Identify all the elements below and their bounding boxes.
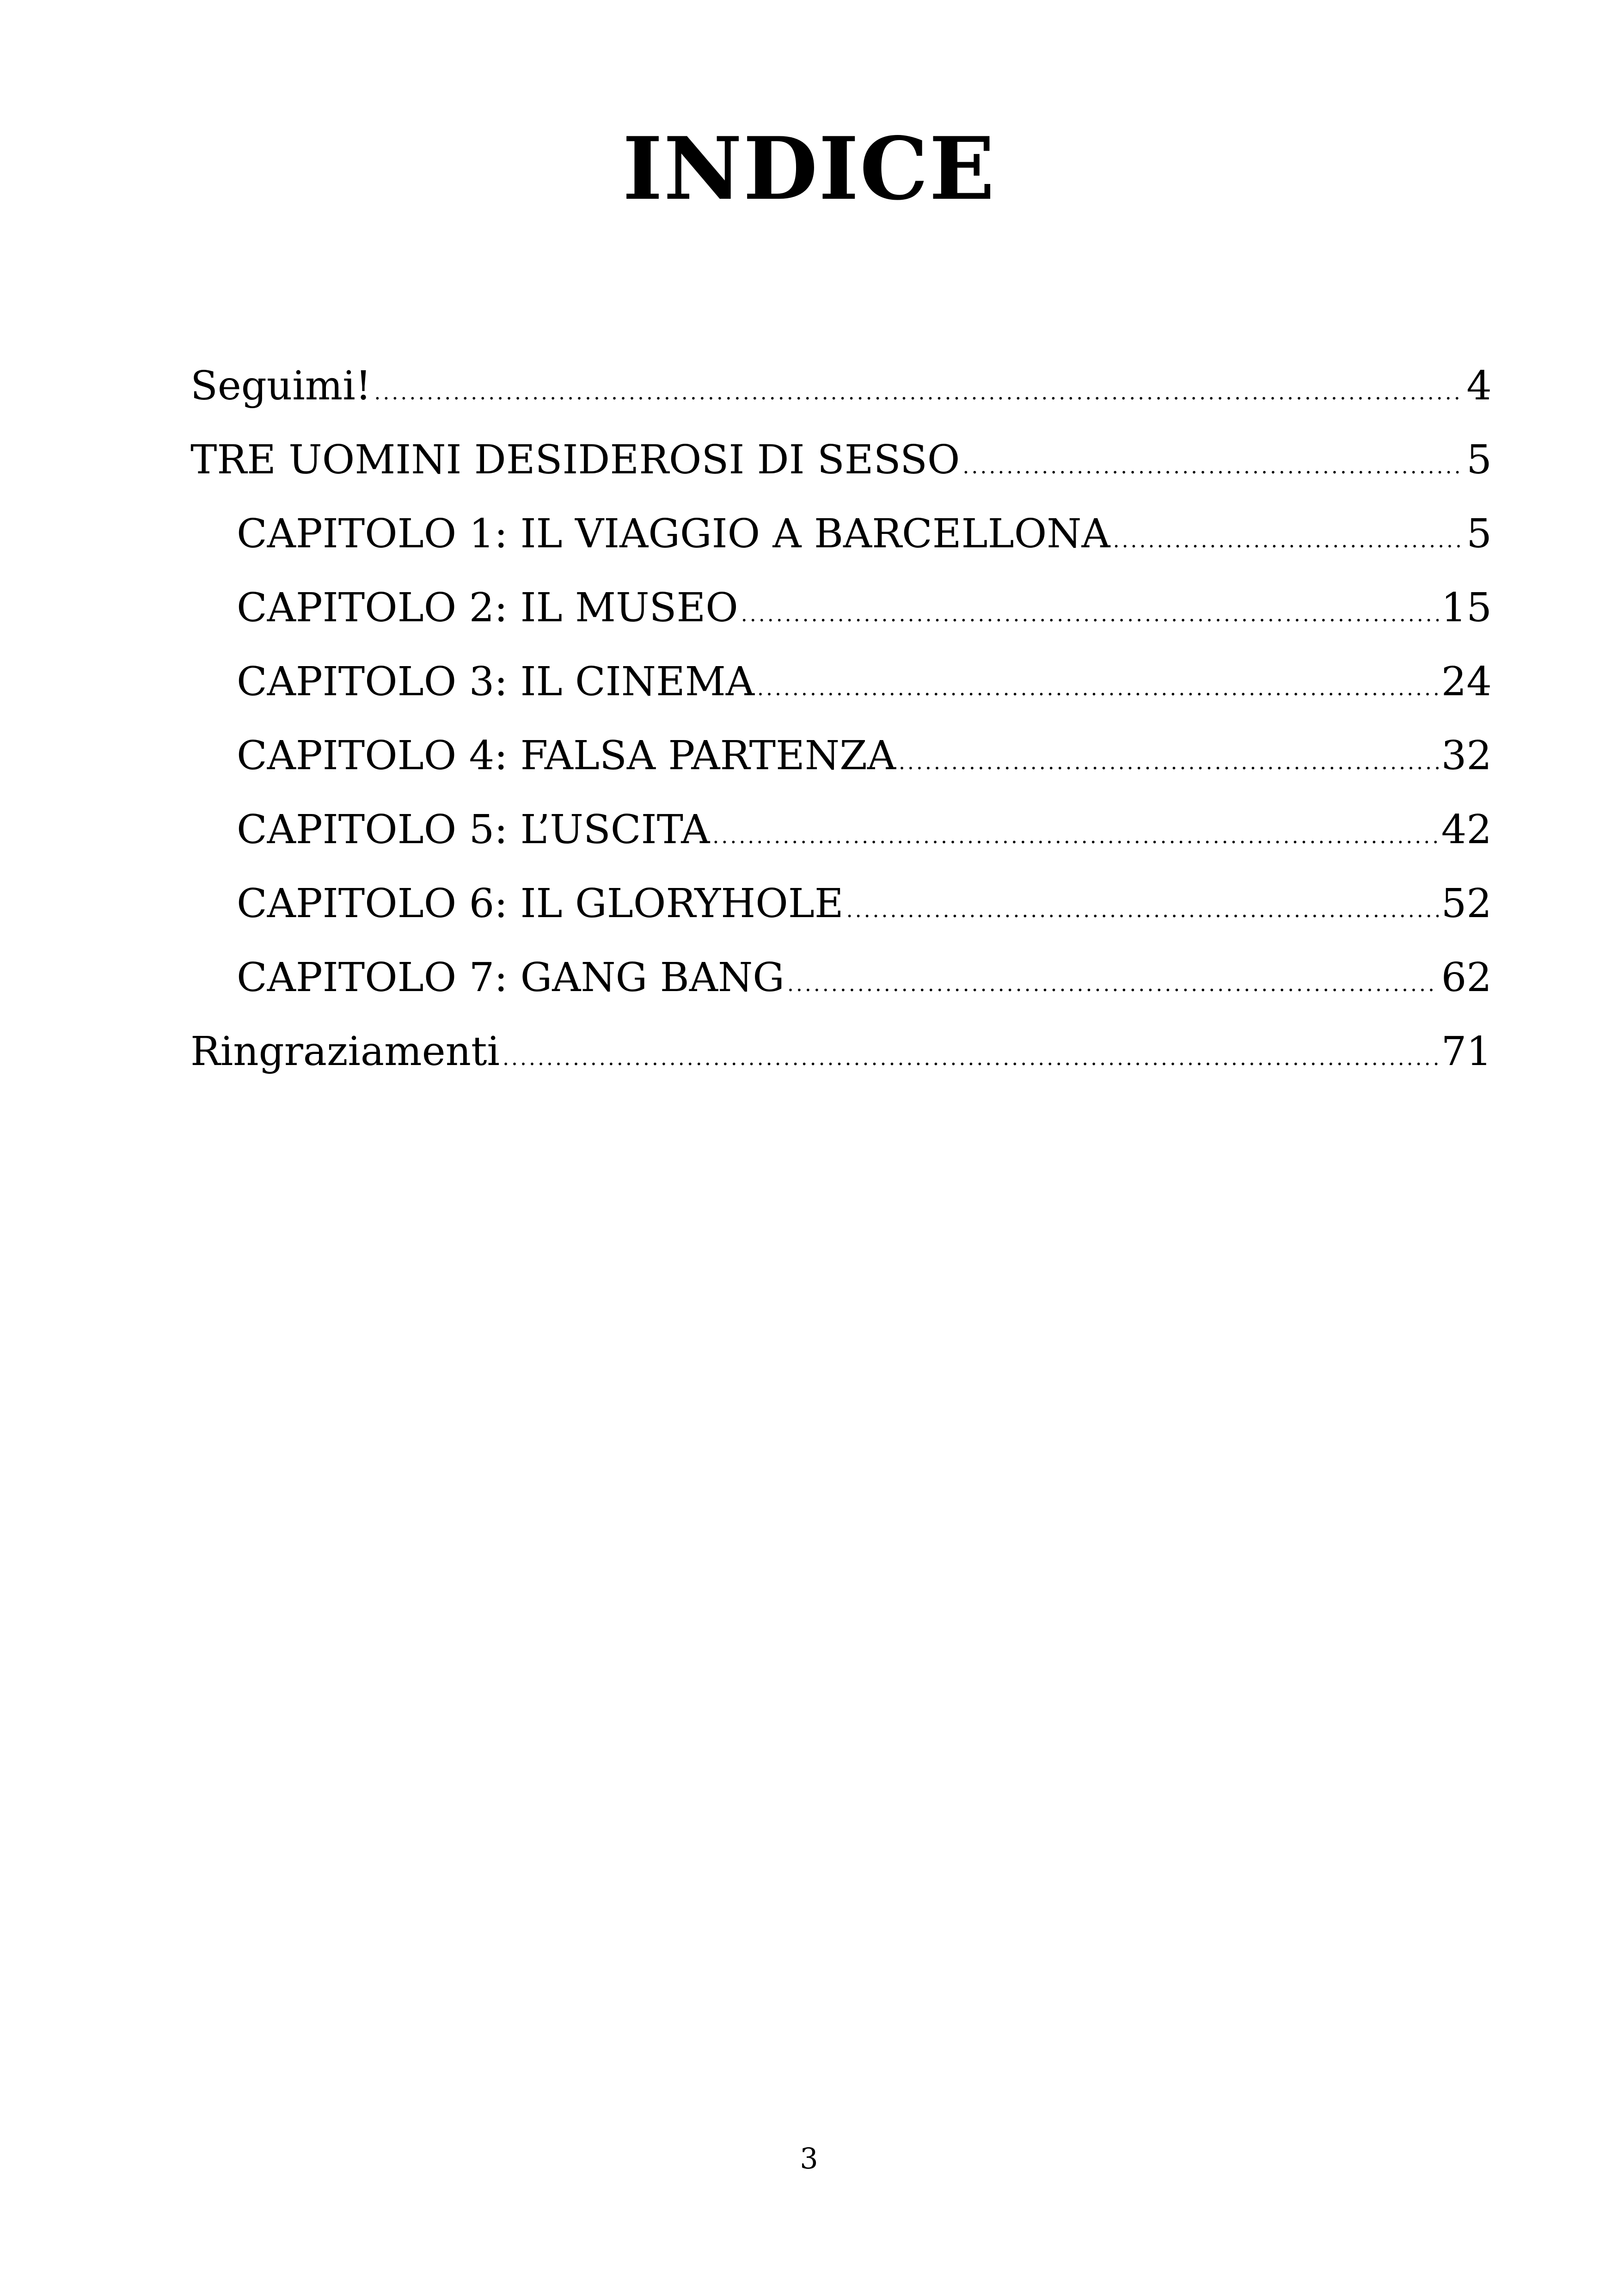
toc-entry-page: 4 bbox=[1466, 363, 1492, 409]
toc-entry-page: 62 bbox=[1441, 955, 1492, 1001]
toc-entry-seguimi[interactable] bbox=[190, 349, 1492, 423]
toc-entry-label: CAPITOLO 7: GANG BANG bbox=[237, 955, 784, 1001]
toc-dot-leader bbox=[899, 726, 1439, 800]
toc-dot-leader bbox=[962, 430, 1464, 504]
toc-entry-page: 71 bbox=[1441, 1029, 1492, 1075]
page-title: INDICE bbox=[622, 118, 996, 219]
toc-entry-label: TRE UOMINI DESIDEROSI DI SESSO bbox=[190, 437, 960, 483]
toc-entry-page: 42 bbox=[1441, 807, 1492, 853]
toc-entry-capitolo-2[interactable] bbox=[190, 571, 1492, 645]
toc-entry-label: CAPITOLO 2: IL MUSEO bbox=[237, 585, 738, 631]
toc-dot-leader bbox=[787, 948, 1439, 1022]
toc-dot-leader bbox=[741, 578, 1439, 652]
toc-entry-capitolo-3[interactable] bbox=[190, 645, 1492, 719]
toc-entry-capitolo-1[interactable] bbox=[190, 497, 1492, 571]
toc-entry-ringraziamenti[interactable] bbox=[190, 1015, 1492, 1089]
toc-entry-label: CAPITOLO 4: FALSA PARTENZA bbox=[237, 733, 896, 779]
toc-entry-page: 52 bbox=[1441, 881, 1492, 927]
toc-entry-page: 32 bbox=[1441, 733, 1492, 779]
toc-entry-capitolo-7[interactable] bbox=[190, 941, 1492, 1015]
toc-entry-page: 24 bbox=[1441, 659, 1492, 705]
toc-entry-capitolo-5[interactable] bbox=[190, 793, 1492, 867]
toc-dot-leader bbox=[1113, 504, 1464, 578]
toc-entry-label: CAPITOLO 5: L’USCITA bbox=[237, 807, 710, 853]
toc-entry-page: 5 bbox=[1466, 437, 1492, 483]
page-number: 3 bbox=[800, 2142, 818, 2175]
toc-entry-tre-uomini[interactable] bbox=[190, 423, 1492, 497]
toc-dot-leader bbox=[374, 356, 1464, 430]
toc-entry-page: 5 bbox=[1466, 511, 1492, 557]
toc-entry-capitolo-4[interactable] bbox=[190, 719, 1492, 793]
toc-entry-label: Ringraziamenti bbox=[190, 1029, 500, 1075]
table-of-contents bbox=[190, 349, 1492, 1089]
toc-entry-capitolo-6[interactable] bbox=[190, 867, 1492, 941]
toc-entry-label: CAPITOLO 6: IL GLORYHOLE bbox=[237, 881, 844, 927]
toc-entry-label: CAPITOLO 1: IL VIAGGIO A BARCELLONA bbox=[237, 511, 1110, 557]
toc-dot-leader bbox=[757, 652, 1439, 726]
toc-dot-leader bbox=[712, 800, 1438, 874]
toc-entry-page: 15 bbox=[1441, 585, 1492, 631]
toc-dot-leader bbox=[503, 1022, 1439, 1096]
toc-dot-leader bbox=[846, 874, 1439, 948]
toc-entry-label: Seguimi! bbox=[190, 363, 372, 409]
toc-entry-label: CAPITOLO 3: IL CINEMA bbox=[237, 659, 754, 705]
